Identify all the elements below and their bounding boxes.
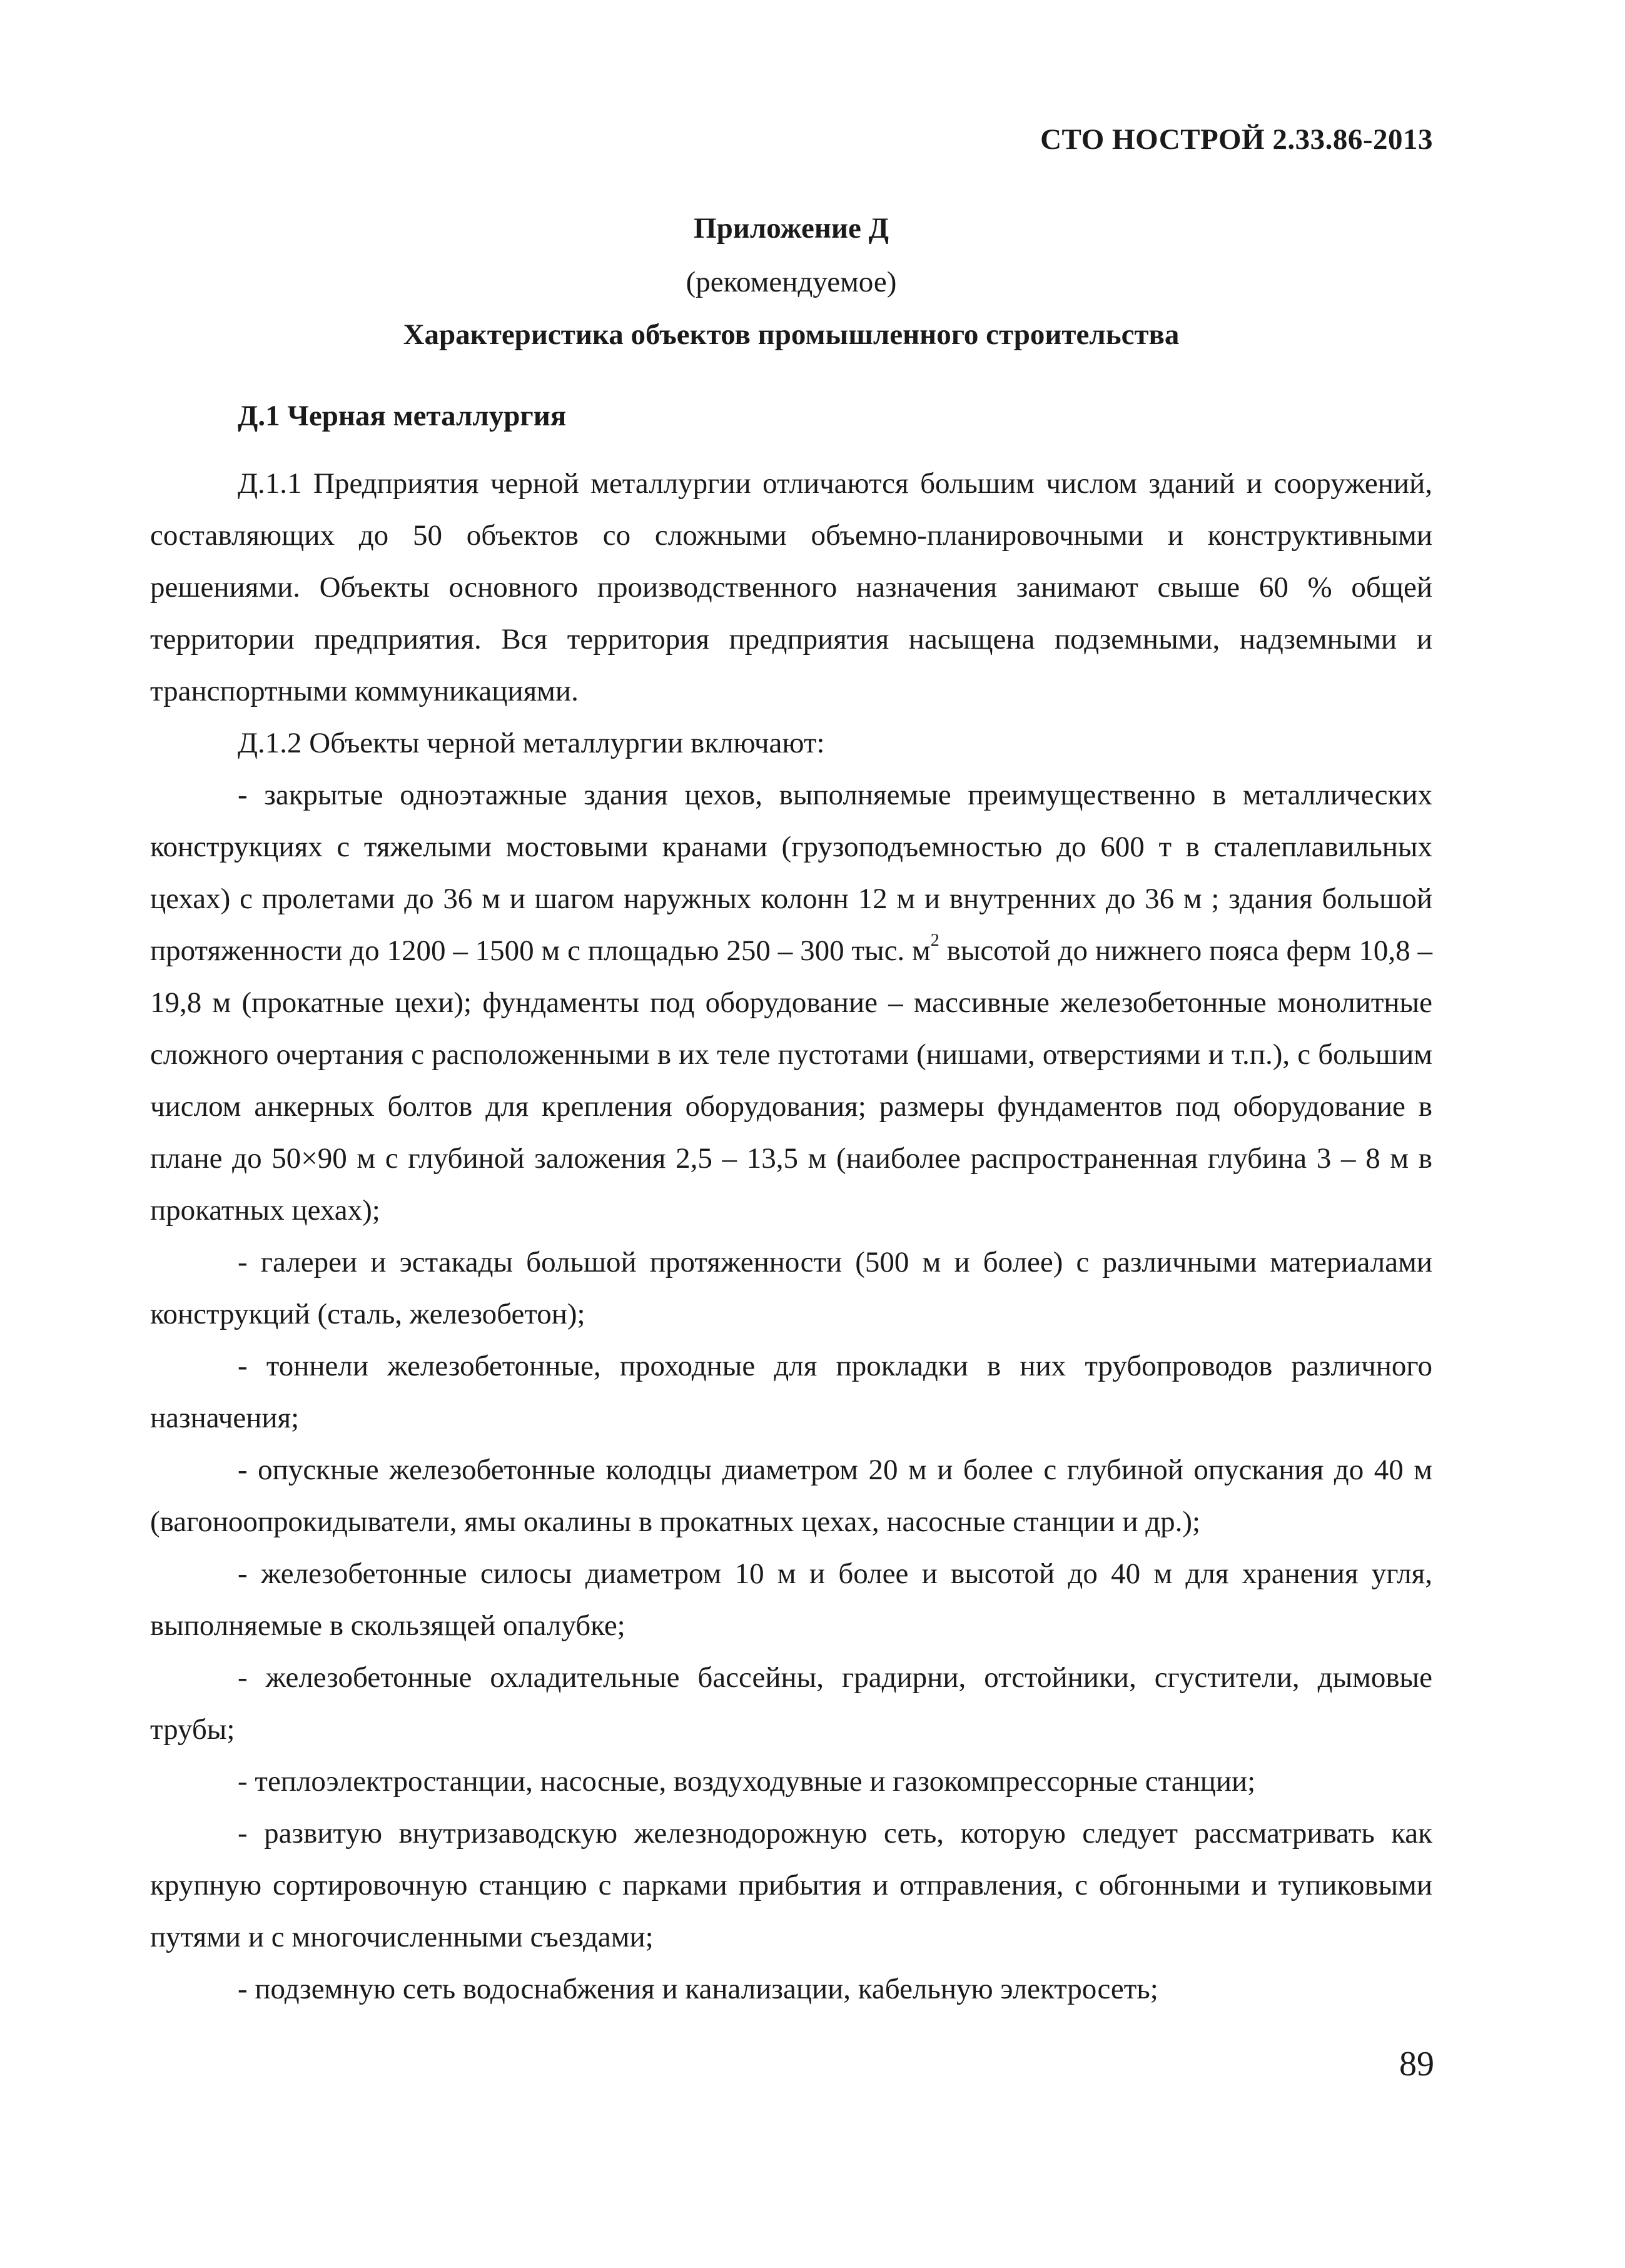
paragraph: - железобетонные охладительные бассейны, градирни, отстойники, сгустители, дымовые трубы; (150, 1661, 1432, 1746)
appendix-name: Характеристика объектов промышленного строительства (403, 318, 1180, 351)
paragraph: - железобетонные силосы диаметром 10 м и более и высотой до 40 м для хранения угля, выполняемые в скользящей опалубке; (150, 1557, 1432, 1642)
paragraph: Д.1.2 Объекты черной металлургии включают: (238, 727, 825, 759)
appendix-title: Приложение Д (694, 212, 889, 245)
paragraph: - галереи и эстакады большой протяженности (500 м и более) с различными материалами конструкций (сталь, железобетон); (150, 1246, 1432, 1330)
paragraph: Д.1.1 Предприятия черной металлургии отличаются большим числом зданий и сооружений, составляющих до 50 объектов со сложными объемно-планировочными и конструктивными решениями. Объекты основного производственного назначения занимают свыше 60 % общей территории предприятия. Вся территория предприятия насыщена подземными, надземными и транспортными коммуникациями. (150, 467, 1432, 707)
paragraph: - тоннели железобетонные, проходные для прокладки в них трубопроводов различного назначения; (150, 1350, 1432, 1434)
section-title: Д.1 Черная металлургия (238, 400, 567, 432)
document-code-header: СТО НОСТРОЙ 2.33.86-2013 (1040, 123, 1433, 156)
paragraph-text: высотой до нижнего пояса ферм 10,8 – 19,8 м (прокатные цехи); фундаменты под оборудование – массивные железобетонные монолитные сложного очертания с расположенными в их теле пустотами (нишами, отверстиями и т.п.), с большим числом анкерных болтов для крепления оборудования; размеры фундаментов под оборудование в плане до 50×90 м с глубиной заложения 2,5 – 13,5 м (наиболее распространенная глубина 3 – 8 м в прокатных цехах); (150, 934, 1432, 1227)
paragraph: - опускные железобетонные колодцы диаметром 20 м и более с глубиной опускания до 40 м (вагоноопрокидыватели, ямы окалины в прокатных цехах, насосные станции и др.); (150, 1454, 1432, 1538)
paragraph: - подземную сеть водоснабжения и канализации, кабельную электросеть; (238, 1973, 1158, 2005)
appendix-subtitle: (рекомендуемое) (686, 266, 897, 298)
paragraph: - развитую внутризаводскую железнодорожную сеть, которую следует рассматривать как крупную сортировочную станцию с парками прибытия и отправления, с обгонными и тупиковыми путями и с многочисленными съездами; (150, 1817, 1432, 1953)
body-text (150, 458, 1432, 2015)
paragraph-text: - закрытые одноэтажные здания цехов, выполняемые преимущественно в металлических конструкциях с тяжелыми мостовыми кранами (грузоподъемностью до 600 т в сталеплавильных цехах) с пролетами до 36 м и шагом наружных колонн 12 м и внутренних до 36 м ; здания большой протяженности до 1200 – 1500 м с площадью 250 – 300 тыс. м (150, 779, 1432, 967)
superscript: 2 (930, 931, 939, 951)
paragraph: - теплоэлектростанции, насосные, воздуходувные и газокомпрессорные станции; (238, 1765, 1256, 1798)
paragraph (150, 769, 1432, 1237)
page-number: 89 (1399, 2045, 1434, 2083)
